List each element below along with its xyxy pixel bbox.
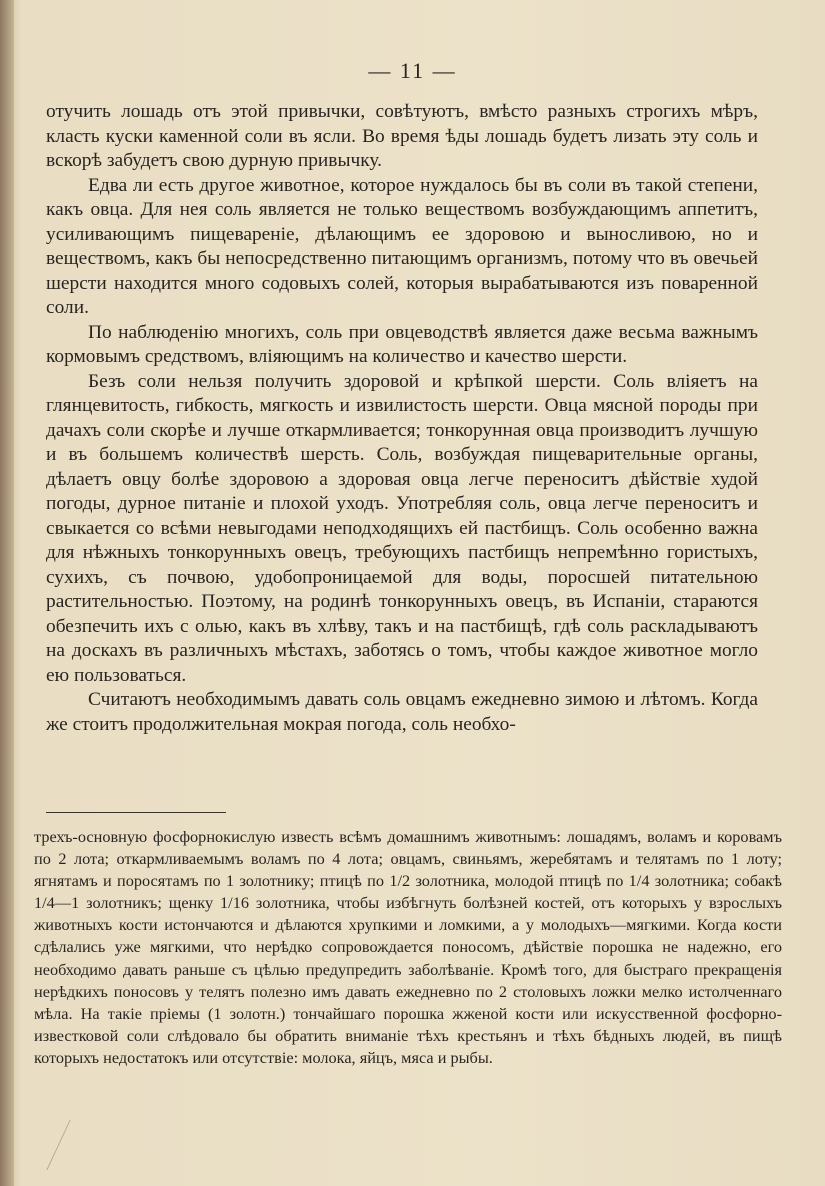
paragraph: Безъ соли нельзя получить здоровой и крѣпкой шерсти. Соль вліяетъ на глянцевитость, гибкость, мягкость и извилистость шерсти. Овца мясной породы при дачахъ соли скорѣе и лучше откармливается; тонкорунная овца производитъ лучшую и въ большемъ количествѣ шерсть. Соль, возбуждая пищеварительные органы, дѣлаетъ овцу болѣе здоровою а здоровая овца легче переноситъ дѣйствіе худой погоды, дурное питаніе и плохой уходъ. Употребляя соль, овца легче переноситъ и свыкается со всѣми невыгодами неподходящихъ ей пастбищъ. Соль особенно важна для нѣжныхъ тонкорунныхъ овецъ, требующихъ пастбищъ непремѣнно гористыхъ, сухихъ, съ почвою, удобопроницаемой для воды, поросшей питательною растительностью. Поэтому, на родинѣ тонкорунныхъ овецъ, въ Испаніи, стараются обезпечить ихъ с олью, какъ въ хлѣву, такъ и на пастбищѣ, гдѣ соль раскладываютъ на доскахъ въ различныхъ мѣстахъ, заботясь о томъ, чтобы каждое животное могло ею пользоваться.	[46, 370, 758, 686]
footnote	[34, 826, 782, 1069]
page-number: — 11 —	[368, 58, 457, 83]
main-text	[46, 100, 758, 737]
page-mark	[46, 1120, 130, 1170]
paragraph: По наблюденію многихъ, соль при овцеводствѣ является даже весьма важнымъ кормовымъ средствомъ, вліяющимъ на количество и качество шерсти.	[46, 321, 758, 367]
paragraph: Считаютъ необходимымъ давать соль овцамъ ежедневно зимою и лѣтомъ. Когда же стоитъ продолжительная мокрая погода, соль необхо-	[46, 689, 758, 735]
paragraph: отучить лошадь отъ этой привычки, совѣтуютъ, вмѣсто разныхъ строгихъ мѣръ, класть куски каменной соли въ ясли. Во время ѣды лошадь будетъ лизать эту соль и вскорѣ забудетъ свою дурную привычку.	[46, 101, 758, 171]
book-spine	[0, 0, 14, 1186]
footnote-divider	[46, 812, 226, 813]
footnote-text: трехъ-основную фосфорнокислую известь всѣмъ домашнимъ животнымъ: лошадямъ, воламъ и коровамъ по 2 лота; откармливаемымъ воламъ по 4 лота; овцамъ, свиньямъ, жеребятамъ и телятамъ по 1 лоту; ягнятамъ и поросятамъ по 1 золотнику; птицѣ по 1/2 золотника, молодой птицѣ по 1/4 золотника; собакѣ 1/4—1 золотникъ; щенку 1/16 золотника, чтобы избѣгнуть болѣзней костей, отъ которыхъ у взрослыхъ животныхъ кости истончаются и дѣлаются хрупкими и ломкими, а у молодыхъ—мягкими. Когда кости сдѣлались уже мягкими, что нерѣдко сопровождается поносомъ, дѣйствіе порошка не надежно, его необходимо давать раньше съ цѣлью предупредить заболѣваніе. Кромѣ того, для быстраго прекращенія нерѣдкихъ поносовъ у телятъ полезно имъ давать ежедневно по 2 столовыхъ ложки мелко истолченнаго мѣла. На такіе пріемы (1 золотн.) тончайшаго порошка жженой кости или искусственной фосфорно-известковой соли слѣдовало бы обратить вниманіе тѣхъ крестьянъ и тѣхъ бѣдныхъ людей, въ пищѣ которыхъ недостатокъ или отсутствіе: молока, яйцъ, мяса и рыбы.	[34, 827, 782, 1067]
paragraph: Едва ли есть другое животное, которое нуждалось бы въ соли въ такой степени, какъ овца. Для нея соль является не только веществомъ возбуждающимъ аппетитъ, усиливающимъ пищевареніе, дѣлающимъ ее здоровою и выносливою, но и веществомъ, какъ бы непосредственно питающимъ организмъ, потому что въ овечьей шерсти находится много содовыхъ солей, которыя вырабатываются изъ поваренной соли.	[46, 174, 758, 318]
